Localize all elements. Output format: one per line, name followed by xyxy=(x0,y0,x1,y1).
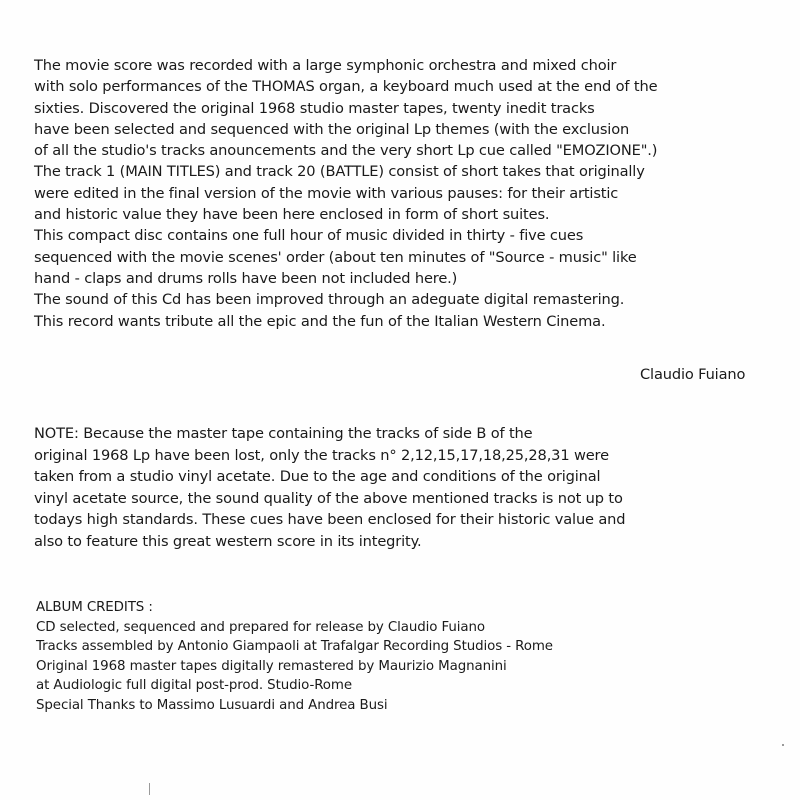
text-line: have been selected and sequenced with the original Lp themes (with the exclusion xyxy=(34,120,630,138)
text-line: with solo performances of the THOMAS organ, a keyboard much used at the end of the xyxy=(34,78,658,96)
text-line: This record wants tribute all the epic and the fun of the Italian Western Cinema. xyxy=(34,312,606,330)
text-line: The sound of this Cd has been improved through an adeguate digital remastering. xyxy=(34,291,625,309)
note-paragraph xyxy=(34,423,774,552)
scan-speck xyxy=(149,783,150,795)
credits-heading: ALBUM CREDITS : xyxy=(36,600,153,615)
text-line: and historic value they have been here enclosed in form of short suites. xyxy=(34,206,550,224)
credit-line: Tracks assembled by Antonio Giampaoli at Trafalgar Recording Studios - Rome xyxy=(36,639,553,654)
text-line: NOTE: Because the master tape containing the tracks of side B of the xyxy=(34,425,533,442)
text-line: were edited in the final version of the movie with various pauses: for their artistic xyxy=(34,184,619,202)
credit-line: Original 1968 master tapes digitally remastered by Maurizio Magnanini xyxy=(36,658,507,674)
author-signature: Claudio Fuiano xyxy=(640,366,746,383)
text-line: also to feature this great western score in its integrity. xyxy=(34,532,422,550)
text-line: This compact disc contains one full hour of music divided in thirty - five cues xyxy=(34,227,584,245)
text-line: original 1968 Lp have been lost, only the tracks n° 2,12,15,17,18,25,28,31 were xyxy=(34,446,609,464)
text-line: hand - claps and drums rolls have been not included here.) xyxy=(34,269,458,287)
album-credits xyxy=(36,598,736,715)
text-line: todays high standards. These cues have been enclosed for their historic value and xyxy=(34,511,626,528)
credit-line: at Audiologic full digital post-prod. Studio-Rome xyxy=(36,678,352,693)
text-line: sequenced with the movie scenes' order (about ten minutes of "Source - music" like xyxy=(34,248,637,266)
credit-line: Special Thanks to Massimo Lusuardi and Andrea Busi xyxy=(36,697,388,713)
text-line: The track 1 (MAIN TITLES) and track 20 (BATTLE) consist of short takes that originally xyxy=(34,163,645,181)
text-line: of all the studio's tracks anouncements and the very short Lp cue called "EMOZIONE".) xyxy=(34,142,658,160)
text-line: The movie score was recorded with a large symphonic orchestra and mixed choir xyxy=(34,57,617,74)
text-line: vinyl acetate source, the sound quality of the above mentioned tracks is not up to xyxy=(34,489,623,507)
scan-speck xyxy=(782,744,784,746)
text-line: taken from a studio vinyl acetate. Due to the age and conditions of the original xyxy=(34,468,601,485)
liner-notes-paragraph xyxy=(34,55,774,332)
credit-line: CD selected, sequenced and prepared for release by Claudio Fuiano xyxy=(36,619,485,635)
text-line: sixties. Discovered the original 1968 studio master tapes, twenty inedit tracks xyxy=(34,99,595,117)
